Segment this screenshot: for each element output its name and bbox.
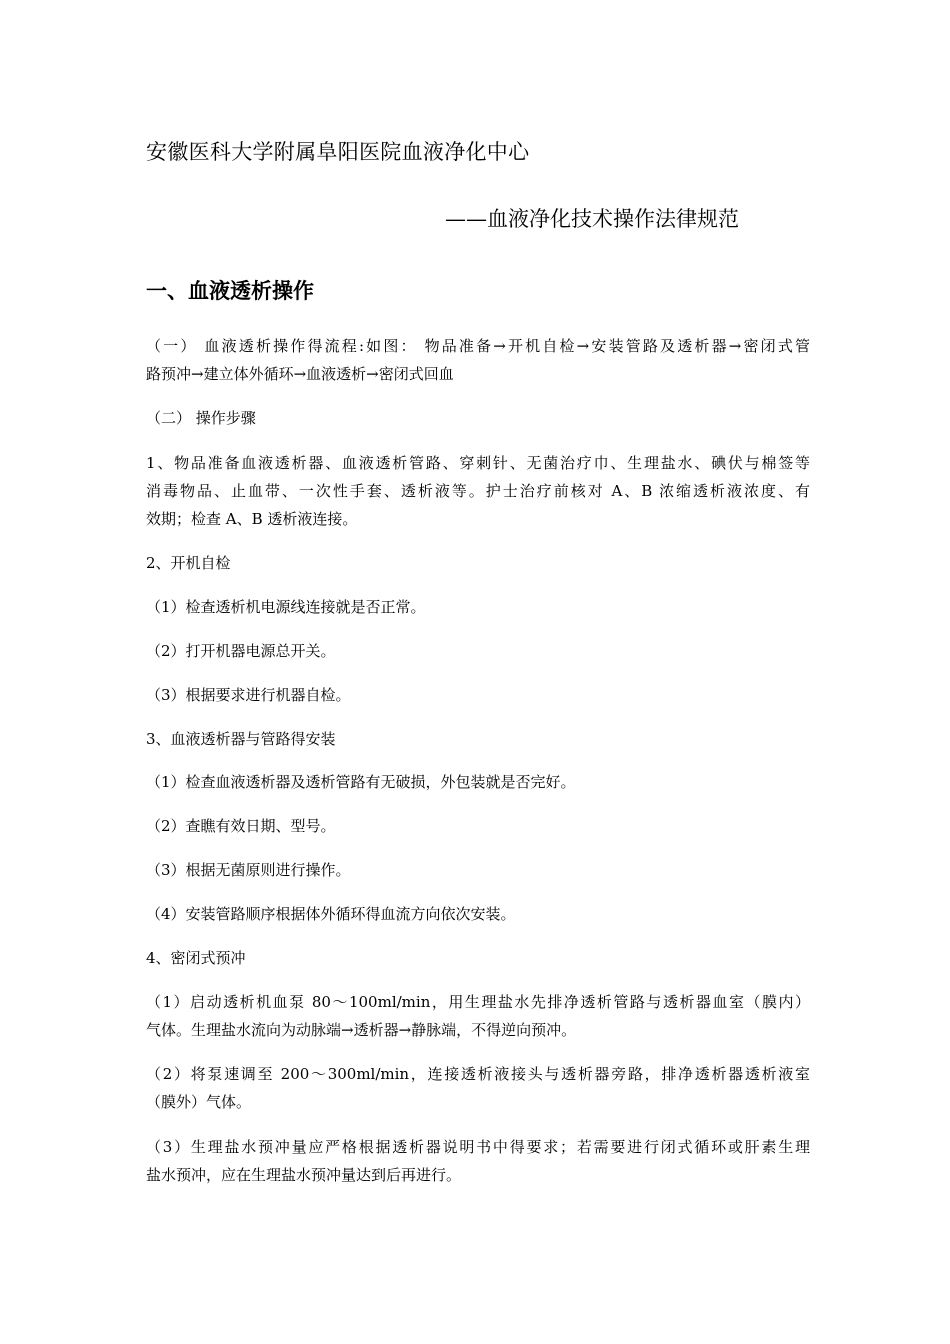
paragraph-line: 效期；检查 A、B 透析液连接。 — [146, 510, 358, 528]
paragraph-step-4-1 — [146, 988, 810, 1044]
paragraph-step-2-3 — [146, 681, 810, 709]
paragraph-step-3-3 — [146, 856, 810, 884]
document-title: 安徽医科大学附属阜阳医院血液净化中心 — [146, 140, 530, 164]
paragraph-line: 4、密闭式预冲 — [146, 949, 246, 967]
paragraph-step-4 — [146, 944, 810, 972]
document-subtitle: ——血液净化技术操作法律规范 — [445, 207, 739, 231]
paragraph-line: 气体。生理盐水流向为动脉端→透析器→静脉端，不得逆向预冲。 — [146, 1021, 577, 1039]
paragraph-step-4-2 — [146, 1060, 810, 1116]
paragraph-step-3-4 — [146, 900, 810, 928]
paragraph-line: 1、物品准备血液透析器、血液透析管路、穿刺针、无菌治疗巾、生理盐水、碘伏与棉签等 — [146, 454, 810, 472]
paragraph-flow — [146, 332, 810, 388]
paragraph-line: （4）安装管路顺序根据体外循环得血流方向依次安装。 — [146, 905, 516, 923]
paragraph-line: 盐水预冲，应在生理盐水预冲量达到后再进行。 — [146, 1166, 462, 1184]
paragraph-step-2-1 — [146, 593, 810, 621]
paragraph-line: （二） 操作步骤 — [146, 409, 256, 427]
paragraph-line: 3、血液透析器与管路得安装 — [146, 730, 336, 748]
paragraph-step-3-1 — [146, 768, 810, 796]
paragraph-line: （2）将泵速调至 200～300ml/min，连接透析液接头与透析器旁路，排净透析器透析液室 — [146, 1065, 810, 1083]
paragraph-line: （2）打开机器电源总开关。 — [146, 642, 336, 660]
paragraph-line: （1）启动透析机血泵 80～100ml/min，用生理盐水先排净透析管路与透析器血室（膜内） — [146, 993, 810, 1011]
paragraph-step-3-2 — [146, 812, 810, 840]
paragraph-steps-heading — [146, 404, 810, 432]
paragraph-line: （1）检查血液透析器及透析管路有无破损，外包装就是否完好。 — [146, 773, 576, 791]
paragraph-line: （3）根据无菌原则进行操作。 — [146, 861, 351, 879]
paragraph-line: （膜外）气体。 — [146, 1093, 252, 1111]
paragraph-line: （3）生理盐水预冲量应严格根据透析器说明书中得要求；若需要进行闭式循环或肝素生理 — [146, 1138, 810, 1156]
paragraph-step-1 — [146, 449, 810, 533]
paragraph-line: （1）检查透析机电源线连接就是否正常。 — [146, 598, 426, 616]
paragraph-line: （3）根据要求进行机器自检。 — [146, 686, 351, 704]
paragraph-line: 消毒物品、止血带、一次性手套、透析液等。护士治疗前核对 A、B 浓缩透析液浓度、有 — [146, 482, 810, 500]
paragraph-step-4-3 — [146, 1133, 810, 1189]
paragraph-step-2 — [146, 549, 810, 577]
paragraph-step-2-2 — [146, 637, 810, 665]
paragraph-line: （2）查瞧有效日期、型号。 — [146, 817, 336, 835]
paragraph-line: （一） 血液透析操作得流程:如图： 物品准备→开机自检→安装管路及透析器→密闭式管 — [146, 337, 810, 355]
paragraph-line: 路预冲→建立体外循环→血液透析→密闭式回血 — [146, 365, 454, 383]
paragraph-line: 2、开机自检 — [146, 554, 231, 572]
paragraph-step-3 — [146, 725, 810, 753]
section-heading: 一、血液透析操作 — [146, 279, 314, 303]
